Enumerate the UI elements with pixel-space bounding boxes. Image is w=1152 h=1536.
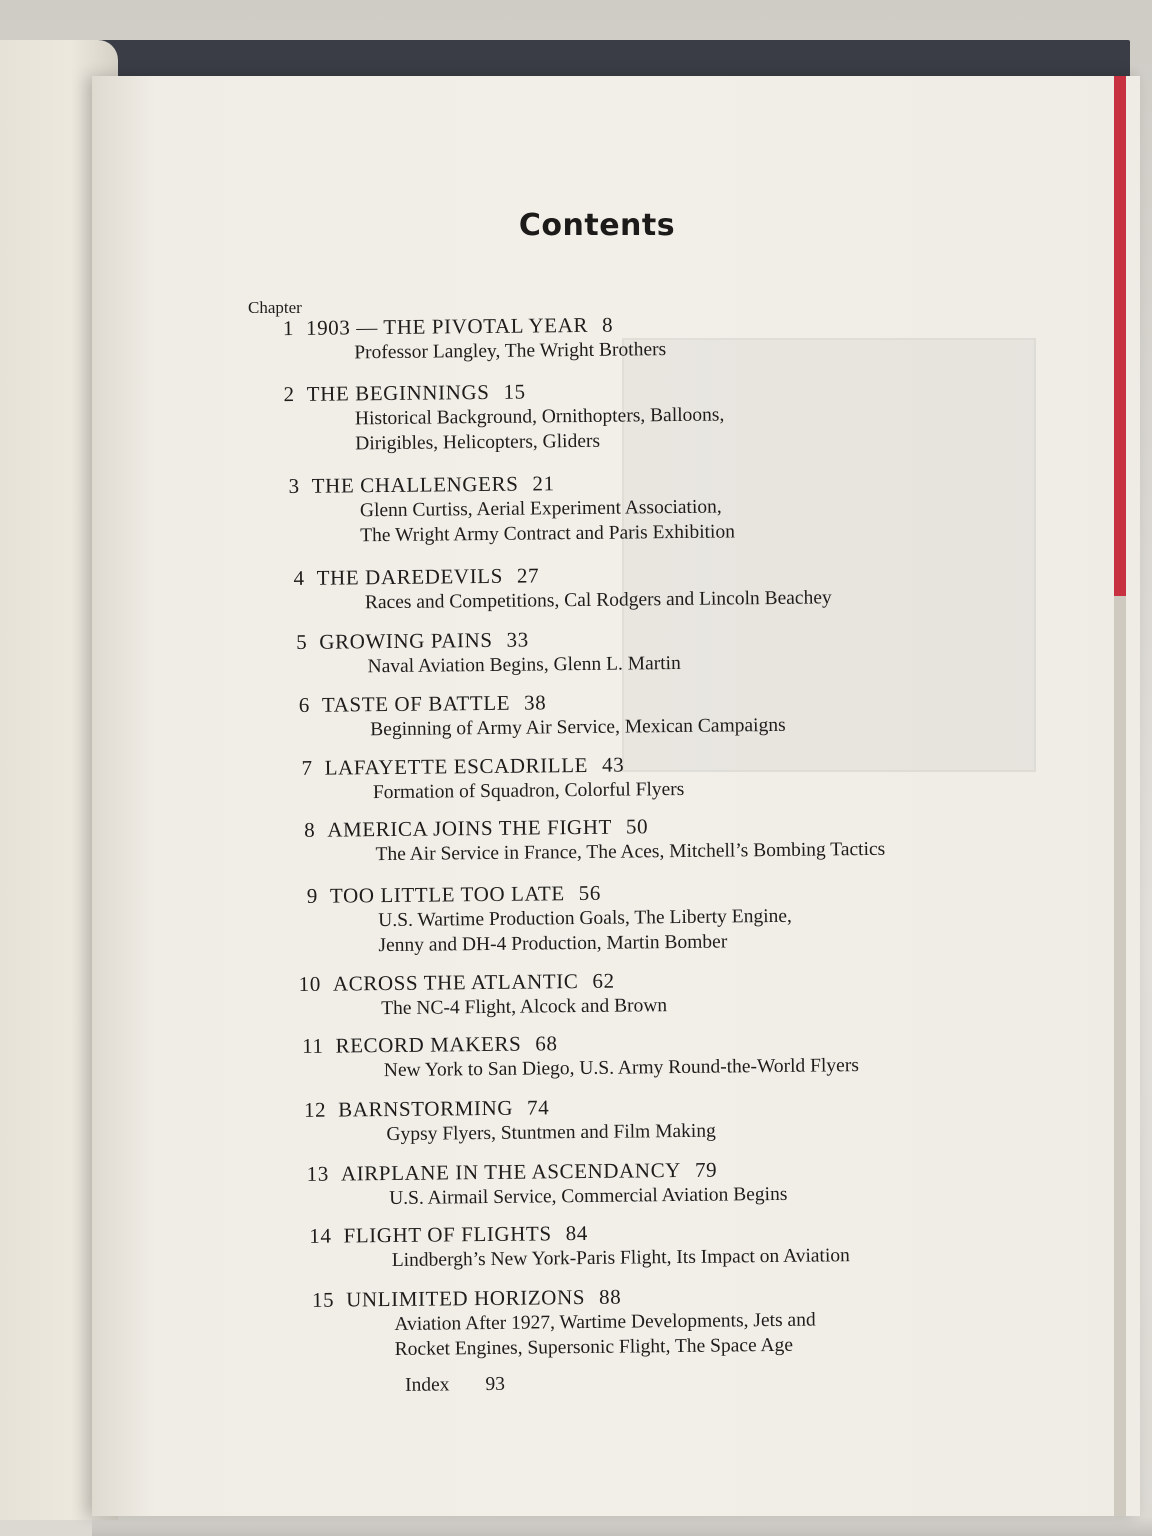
chapter-number: 15: [311, 1287, 335, 1312]
chapter-number: 8: [304, 817, 316, 842]
chapter-page-number: 27: [516, 563, 540, 588]
toc-entry: [278, 688, 786, 743]
chapter-topics: Jenny and DH-4 Production, Martin Bomber: [378, 931, 728, 957]
chapter-number: 1: [282, 315, 295, 341]
chapter-page-number: 68: [535, 1031, 558, 1056]
toc-entry: [291, 1028, 859, 1084]
chapter-title: UNLIMITED HORIZONS: [346, 1284, 586, 1312]
chapter-topics: Lindbergh’s New York-Paris Flight, Its Impact on Aviation: [391, 1245, 850, 1272]
index-label: Index: [404, 1374, 450, 1396]
chapter-topics: Aviation After 1927, Wartime Developments, Jets and: [394, 1309, 816, 1335]
chapter-number: 7: [301, 755, 313, 780]
chapter-page-number: 74: [526, 1095, 550, 1120]
chapter-title: TOO LITTLE TOO LATE: [329, 881, 565, 908]
red-page-edge: [1114, 76, 1126, 596]
chapter-page-number: 56: [578, 880, 602, 906]
chapter-topics: Gypsy Flyers, Stuntmen and Film Making: [386, 1120, 716, 1146]
chapter-topics: Races and Competitions, Cal Rodgers and Lincoln Beachey: [364, 587, 832, 614]
chapter-label: Chapter: [248, 298, 302, 317]
chapter-title: AMERICA JOINS THE FIGHT: [327, 814, 613, 842]
chapter-page-number: 79: [694, 1157, 718, 1182]
toc-entry: [268, 469, 735, 549]
chapter-topics: Dirigibles, Helicopters, Gliders: [355, 430, 601, 455]
chapter-topics: U.S. Wartime Production Goals, The Liberty Engine,: [378, 905, 792, 932]
chapter-title: LAFAYETTE ESCADRILLE: [324, 752, 589, 780]
chapter-page-number: 15: [503, 379, 526, 404]
page-shadow: [92, 1516, 1152, 1536]
index-entry: [405, 1374, 505, 1397]
chapter-title: RECORD MAKERS: [335, 1031, 522, 1058]
chapter-topics: Rocket Engines, Supersonic Flight, The Space Age: [394, 1334, 794, 1360]
chapter-number: 14: [309, 1223, 332, 1248]
chapter-page-number: 88: [598, 1284, 622, 1309]
chapter-number: 3: [288, 473, 300, 499]
toc-entry: [283, 812, 885, 868]
chapter-page-number: 43: [601, 752, 625, 777]
chapter-title: GROWING PAINS: [319, 627, 493, 654]
chapter-topics: Naval Aviation Begins, Glenn L. Martin: [367, 652, 681, 678]
chapter-page-number: 84: [565, 1220, 589, 1246]
chapter-topics: Historical Background, Ornithopters, Balloons,: [354, 404, 725, 430]
chapter-page-number: 33: [506, 627, 529, 652]
page-edge: [1114, 596, 1126, 1516]
chapter-topics: Professor Langley, The Wright Brothers: [354, 339, 667, 364]
toc-entry: [297, 1157, 788, 1212]
chapter-number: 11: [301, 1033, 324, 1058]
chapter-number: 10: [298, 971, 322, 996]
chapter-title: THE BEGINNINGS: [306, 379, 490, 406]
chapter-topics: The Wright Army Contract and Paris Exhibition: [360, 521, 736, 547]
chapter-page-number: 62: [592, 968, 615, 993]
toc-entry: [263, 377, 725, 457]
chapter-title: FLIGHT OF FLIGHTS: [343, 1221, 552, 1248]
chapter-page-number: 8: [601, 312, 614, 337]
chapter-number: 4: [293, 565, 305, 590]
chapter-topics: U.S. Airmail Service, Commercial Aviation Begins: [389, 1183, 788, 1210]
chapter-number: 13: [306, 1161, 330, 1186]
toc-entry: [262, 312, 666, 366]
chapter-topics: Beginning of Army Air Service, Mexican Campaigns: [370, 714, 786, 741]
chapter-page-number: 21: [532, 471, 555, 496]
chapter-title: THE DAREDEVILS: [316, 563, 504, 590]
chapter-number: 2: [283, 381, 295, 407]
toc-entry: [275, 626, 681, 680]
chapter-title: THE CHALLENGERS: [311, 471, 519, 498]
index-page-number: 93: [485, 1373, 506, 1396]
chapter-title: BARNSTORMING: [338, 1095, 514, 1122]
contents-page: [92, 76, 1140, 1516]
chapter-page-number: 50: [625, 814, 649, 839]
toc-entry: [289, 968, 667, 1022]
chapter-number: 9: [306, 883, 319, 908]
page-title: Contents: [518, 208, 676, 243]
chapter-title: TASTE OF BATTLE: [321, 690, 511, 717]
chapter-page-number: 38: [523, 690, 547, 715]
chapter-topics: Formation of Squadron, Colorful Flyers: [372, 778, 685, 804]
toc-entry: [273, 560, 832, 616]
chapter-number: 5: [296, 629, 308, 654]
chapter-topics: The Air Service in France, The Aces, Mitchell’s Bombing Tactics: [375, 838, 886, 866]
chapter-number: 6: [298, 692, 311, 717]
chapter-topics: New York to San Diego, U.S. Army Round-the-World Flyers: [383, 1055, 859, 1082]
toc-entry: [299, 1218, 850, 1274]
chapter-topics: Glenn Curtiss, Aerial Experiment Association,: [359, 496, 722, 522]
chapter-number: 12: [303, 1097, 327, 1122]
toc-entry: [302, 1283, 816, 1363]
chapter-title: AIRPLANE IN THE ASCENDANCY: [340, 1157, 682, 1186]
toc-entry: [286, 879, 792, 959]
chapter-title: ACROSS THE ATLANTIC: [332, 969, 579, 996]
toc-entry: [281, 752, 685, 806]
chapter-topics: The NC-4 Flight, Alcock and Brown: [381, 995, 668, 1020]
toc-entry: [294, 1094, 716, 1148]
chapter-title: 1903 — THE PIVOTAL YEAR: [305, 312, 589, 340]
